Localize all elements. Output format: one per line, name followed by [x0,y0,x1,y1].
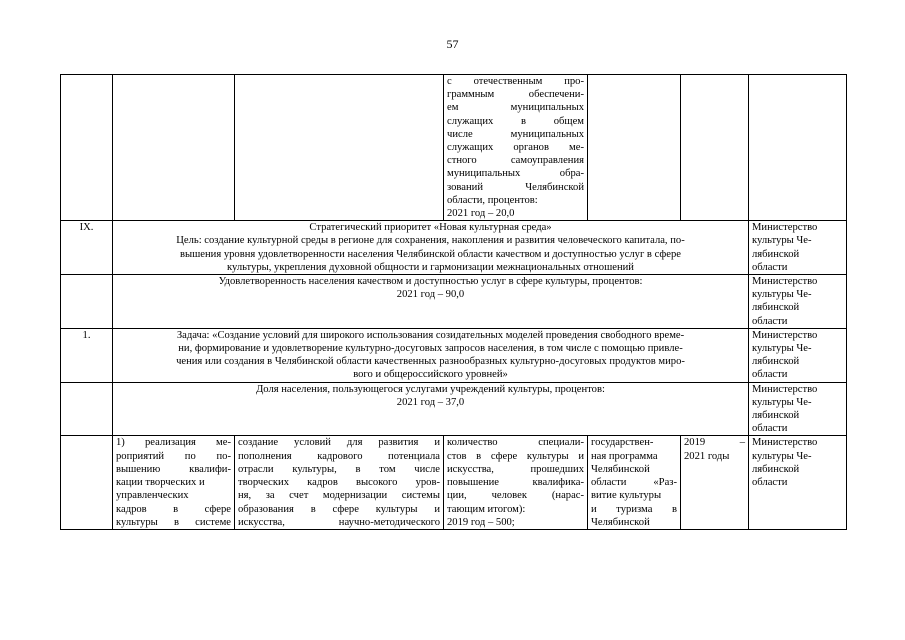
indicator-description: Удовлетворенность населения качеством и доступностью услуг в сфере культуры, процентов: 2021 год – 90,0 [113,275,749,329]
responsible-cell: Министерство культуры Че- лябинской области [749,275,847,329]
table-row-measure-1 [61,436,847,529]
indicator-description: Доля населения, пользующегося услугами учреждений культуры, процентов: 2021 год – 37,0 [113,382,749,436]
responsible-cell: Министерство культуры Че- лябинской области [749,328,847,382]
content-cell: создание условий для развития и пополнения кадрового потенциала отрасли культуры, в том числе творческих кадров высокого уров- ня, за счет модернизации системы образования в сфере культуры и искусства, научно-методического [235,436,444,529]
responsible-cell: Министерство культуры Че- лябинской области [749,382,847,436]
responsible-cell: Министерство культуры Че- лябинской области [749,221,847,275]
table-row-satisfaction-indicator [61,275,847,329]
indicator-cell: количество специали- стов в сфере культуры и искусства, прошедших повышение квалифика- ции, человек (нарас- тающим итогом): 2019 год – 500; [444,436,588,529]
indicator-cell: с отечественным про- граммным обеспечени- ем муниципальных служащих в общем числе муниципальных служащих органов ме- стного самоуправления муниципальных обра- зований Челябинской области, процентов: 2021 год – 20,0 [444,75,588,221]
table-row-priority-ix [61,221,847,275]
activity-cell: 1) реализация ме- роприятий по по- вышению квалифи- кации творческих и управленческих кадров в сфере культуры в системе [113,436,235,529]
row-number: 1. [61,328,113,382]
page-number: 57 [446,37,459,51]
row-number: IX. [61,221,113,275]
task-description: Задача: «Создание условий для широкого использования созидательных моделей проведения свободного време- ни, формирование и удовлетворение культурно-досуговых запросов населения, в том числе с помощью привле- чения или создания в Челябинской области качественных разнообразных культурно-досуговых продуктов миро- вого и общероссийского уровней» [113,328,749,382]
table-row-task-1 [61,328,847,382]
priority-title: Стратегический приоритет «Новая культурная среда» [309,222,552,234]
period-cell: 2019 – 2021 годы [681,436,749,529]
strategy-table [60,74,847,530]
responsible-cell: Министерство культуры Че- лябинской области [749,436,847,529]
table-row-continuation [61,75,847,221]
table-row-share-indicator [61,382,847,436]
priority-description: Стратегический приоритет «Новая культурная среда» Цель: создание культурной среды в регионе для сохранения, накопления и развития человеческого капитала, по- вышения уровня удовлетворенности населения Челябинской области качеством и доступностью услуг в сфере культуры, укрепления духовной общности и гармонизации межнациональных отношений [113,221,749,275]
program-cell: государствен- ная программа Челябинской области «Раз- витие культуры и туризма в Челябинской [588,436,681,529]
